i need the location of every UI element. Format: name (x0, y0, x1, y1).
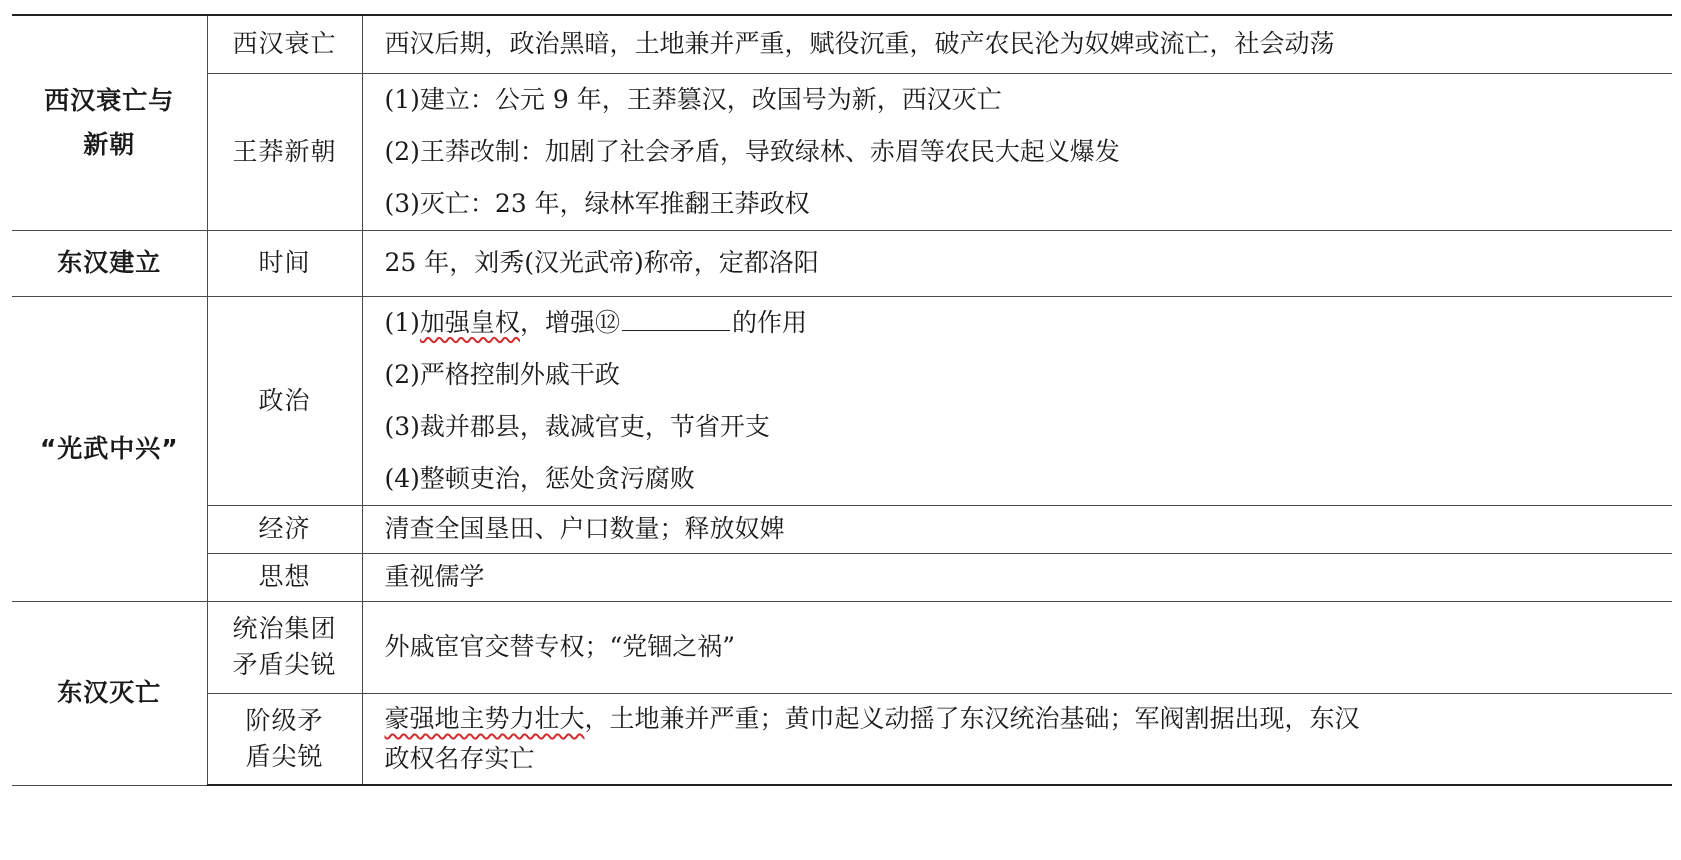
content-cell (362, 601, 1672, 693)
category-cell: 东汉灭亡 (12, 601, 207, 785)
category-cell (12, 15, 207, 230)
table-row (12, 505, 1672, 553)
content-line: (3)裁并郡县，裁减官吏，节省开支 (384, 411, 770, 441)
wavy-underlined-text: 加强皇权 (419, 307, 520, 337)
wavy-underlined-text: 豪强地主势力壮大 (384, 703, 585, 733)
content-cell (362, 693, 1672, 785)
table-row (12, 553, 1672, 601)
content-line: 外戚宦官交替专权；“党锢之祸” (384, 632, 736, 661)
content-cell (362, 553, 1672, 601)
content-cell (362, 296, 1672, 505)
content-cell (362, 73, 1672, 230)
content-cell (362, 230, 1672, 296)
table-row (12, 15, 1672, 73)
subtopic-cell: 政治 (207, 296, 362, 505)
subtopic-cell (207, 693, 362, 785)
subtopic-label-line: 阶级矛 (245, 705, 324, 735)
category-label-line: 西汉衰亡与 (44, 85, 175, 115)
content-line: (3)灭亡：23 年，绿林军推翻王莽政权 (384, 188, 810, 218)
content-line (385, 699, 1667, 739)
content-line: (1)建立：公元 9 年，王莽篡汉，改国号为新，西汉灭亡 (384, 84, 1002, 114)
table-row (12, 601, 1672, 693)
category-label-line: 新朝 (83, 129, 136, 159)
content-text: 的作用 (731, 307, 807, 337)
table-row (12, 230, 1672, 296)
content-cell (362, 15, 1672, 73)
content-line: (2)王莽改制：加剧了社会矛盾，导致绿林、赤眉等农民大起义爆发 (384, 136, 1120, 166)
fill-in-blank[interactable] (622, 308, 730, 331)
subtopic-cell (207, 601, 362, 693)
content-line (385, 297, 1667, 349)
content-line: 清查全国垦田、户口数量；释放奴婢 (384, 514, 785, 543)
category-cell: “光武中兴” (12, 296, 207, 601)
content-cell (362, 505, 1672, 553)
content-text: ，土地兼并严重；黄巾起义动摇了东汉统治基础；军阀割据出现，东汉 (584, 703, 1360, 733)
subtopic-label-line: 矛盾尖锐 (232, 650, 337, 679)
item-number: (1) (384, 307, 420, 337)
content-line: 25 年，刘秀(汉光武帝)称帝，定都洛阳 (384, 248, 819, 277)
content-line: 西汉后期，政治黑暗，土地兼并严重，赋役沉重，破产农民沦为奴婢或流亡，社会动荡 (384, 29, 1335, 59)
subtopic-label-line: 统治集团 (232, 614, 337, 643)
table-row (12, 693, 1672, 785)
subtopic-cell: 时间 (207, 230, 362, 296)
table-row (12, 296, 1672, 505)
history-summary-table (12, 14, 1672, 786)
subtopic-cell: 王莽新朝 (207, 73, 362, 230)
subtopic-cell: 经济 (207, 505, 362, 553)
content-line: 重视儒学 (384, 562, 485, 591)
subtopic-cell: 西汉衰亡 (207, 15, 362, 73)
subtopic-cell: 思想 (207, 553, 362, 601)
content-line: 政权名存实亡 (384, 743, 535, 773)
subtopic-label-line: 盾尖锐 (245, 741, 324, 771)
content-text: ，增强⑫ (519, 307, 620, 337)
category-cell: 东汉建立 (12, 230, 207, 296)
content-line: (4)整顿吏治，惩处贪污腐败 (384, 463, 695, 493)
content-line: (2)严格控制外戚干政 (384, 359, 620, 389)
table-row (12, 73, 1672, 230)
